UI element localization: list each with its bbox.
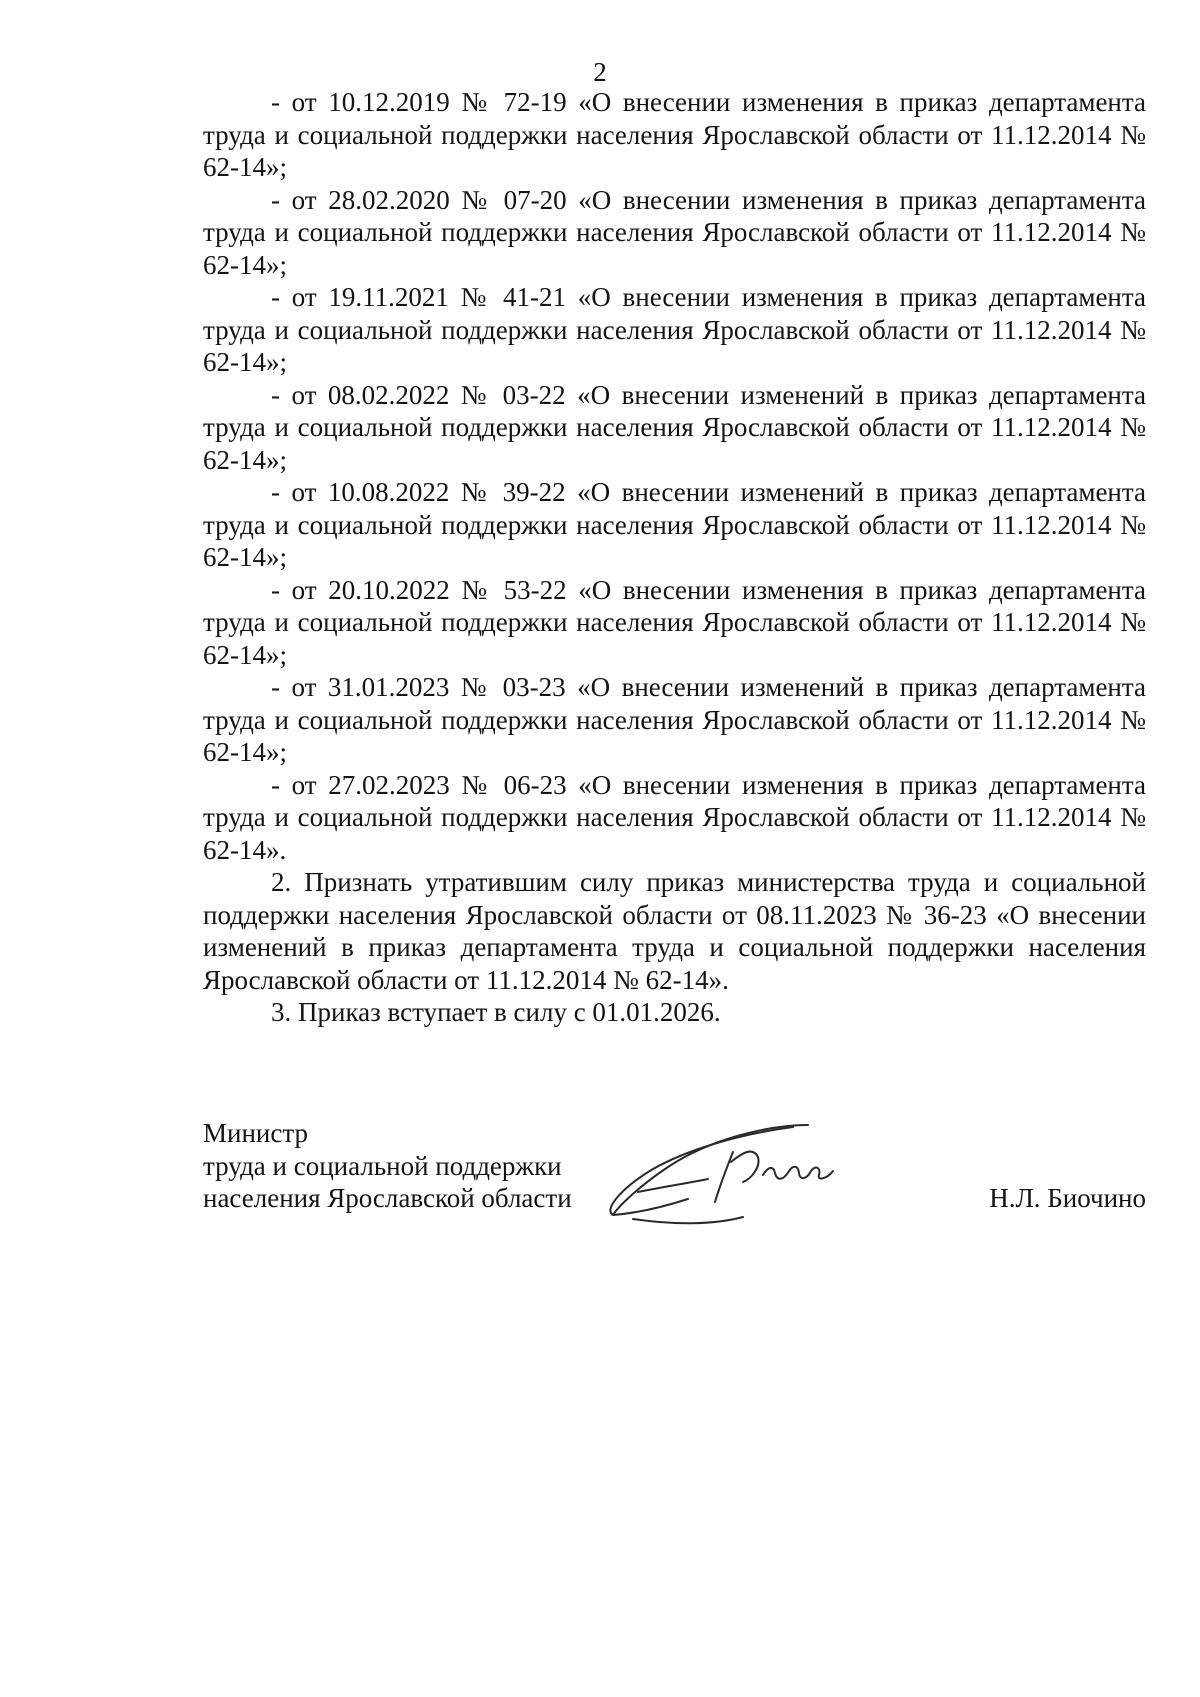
list-item-order-2022-feb: - от 08.02.2022 № 03-22 «О внесении изменений в приказ департамента труда и социальной поддержки населения Ярославской области от 11.12.2014 № 62-14»; <box>203 379 1146 475</box>
clause-2: 2. Признать утратившим силу приказ министерства труда и социальной поддержки населения Ярославской области от 08.11.2023 № 36-23 «О внесении изменений в приказ департамента труда и социальной поддержки населения Ярославской области от 11.12.2014 № 62-14». <box>203 867 1146 995</box>
signer-title-line-2: труда и социальной поддержки <box>203 1150 562 1181</box>
signature-block <box>203 1117 1146 1237</box>
document-body <box>203 86 1146 1029</box>
list-item-order-2023-feb: - от 27.02.2023 № 06-23 «О внесении изменения в приказ департамента труда и социальной поддержки населения Ярославской области от 11.12.2014 № 62-14». <box>203 769 1146 865</box>
signer-title-line-3: населения Ярославской области <box>203 1183 572 1213</box>
list-item-order-2019: - от 10.12.2019 № 72-19 «О внесении изменения в приказ департамента труда и социальной поддержки населения Ярославской области от 11.12.2014 № 62-14»; <box>203 87 1146 182</box>
signer-name: Н.Л. Биочино <box>989 1183 1146 1213</box>
list-item-order-2021: - от 19.11.2021 № 41-21 «О внесении изменения в приказ департамента труда и социальной поддержки населения Ярославской области от 11.12.2014 № 62-14»; <box>203 282 1146 377</box>
clause-3: 3. Приказ вступает в силу с 01.01.2026. <box>271 997 721 1027</box>
signer-title-line-1: Министр <box>203 1118 308 1148</box>
list-item-order-2022-oct: - от 20.10.2022 № 53-22 «О внесении изменения в приказ департамента труда и социальной поддержки населения Ярославской области от 11.12.2014 № 62-14»; <box>203 574 1146 670</box>
page-number: 2 <box>593 57 607 87</box>
list-item-order-2020: - от 28.02.2020 № 07-20 «О внесении изменения в приказ департамента труда и социальной поддержки населения Ярославской области от 11.12.2014 № 62-14»; <box>203 184 1146 280</box>
handwritten-signature <box>593 1107 853 1227</box>
list-item-order-2022-aug: - от 10.08.2022 № 39-22 «О внесении изменений в приказ департамента труда и социальной поддержки населения Ярославской области от 11.12.2014 № 62-14»; <box>203 477 1146 572</box>
list-item-order-2023-jan: - от 31.01.2023 № 03-23 «О внесении изменений в приказ департамента труда и социальной поддержки населения Ярославской области от 11.12.2014 № 62-14»; <box>203 672 1146 767</box>
